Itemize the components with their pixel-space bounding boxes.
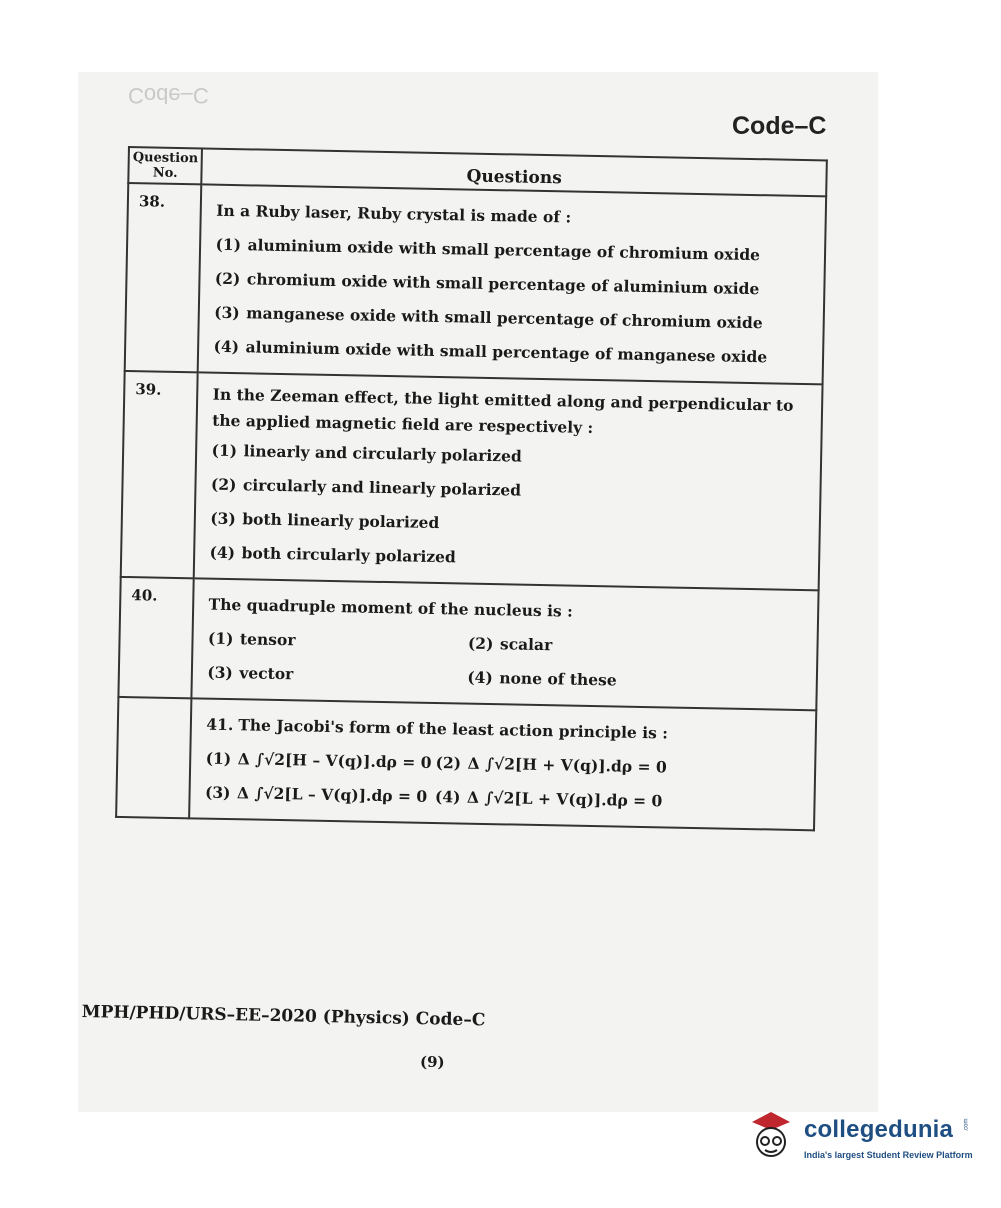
graduate-mascot-icon bbox=[748, 1108, 794, 1164]
option: (3) Δ ∫√2[L – V(q)].dρ = 0 bbox=[204, 782, 428, 806]
option: (2) scalar bbox=[467, 633, 553, 655]
option: (1) Δ ∫√2[H – V(q)].dρ = 0 bbox=[205, 748, 432, 772]
question-number: 39. bbox=[121, 371, 198, 578]
option: (1) linearly and circularly polarized bbox=[211, 440, 522, 466]
logo-domain: .com bbox=[963, 1118, 970, 1132]
question-stem: The Jacobi's form of the least action principle is : bbox=[238, 715, 669, 743]
question-row bbox=[118, 577, 818, 710]
option: (2) Δ ∫√2[H + V(q)].dρ = 0 bbox=[435, 753, 667, 777]
bleed-through-code: Code–C bbox=[128, 83, 209, 108]
option: (3) both linearly polarized bbox=[210, 508, 440, 533]
question-number: 40. bbox=[118, 577, 194, 698]
option: (4) Δ ∫√2[L + V(q)].dρ = 0 bbox=[434, 787, 663, 811]
exam-footer: MPH/PHD/URS–EE–2020 (Physics) Code–C bbox=[81, 1002, 486, 1031]
option: (4) none of these bbox=[467, 667, 617, 690]
logo-wordmark: collegedunia bbox=[804, 1116, 954, 1143]
option: (1) aluminium oxide with small percentage of chromium oxide bbox=[215, 234, 761, 265]
question-row bbox=[125, 183, 826, 384]
column-questions: Questions bbox=[202, 148, 827, 196]
page-number: (9) bbox=[420, 1053, 445, 1071]
question-stem: In the Zeeman effect, the light emitted along and perpendicular to the applied magnetic field are respectively : bbox=[212, 384, 794, 437]
option: (2) circularly and linearly polarized bbox=[210, 474, 522, 500]
question-sheet bbox=[111, 146, 838, 1039]
question-number: 38. bbox=[125, 183, 202, 372]
logo-tagline: India's largest Student Review Platform bbox=[804, 1150, 973, 1160]
question-stem: In a Ruby laser, Ruby crystal is made of : bbox=[216, 200, 572, 227]
paper-code: Code–C bbox=[732, 112, 827, 140]
question-number: 41. bbox=[206, 714, 234, 735]
question-table bbox=[115, 146, 828, 831]
option: (2) chromium oxide with small percentage of aluminium oxide bbox=[214, 268, 760, 299]
option: (1) tensor bbox=[207, 628, 296, 650]
option: (3) manganese oxide with small percentage of chromium oxide bbox=[214, 302, 763, 333]
option: (3) vector bbox=[207, 662, 294, 684]
question-row bbox=[116, 697, 816, 830]
collegedunia-logo bbox=[748, 1108, 978, 1168]
option: (4) both circularly polarized bbox=[209, 542, 457, 567]
column-question-no: Question No. bbox=[128, 147, 202, 184]
question-stem: The quadruple moment of the nucleus is : bbox=[208, 594, 574, 621]
question-row bbox=[121, 371, 823, 590]
option: (4) aluminium oxide with small percentage of manganese oxide bbox=[213, 336, 768, 367]
